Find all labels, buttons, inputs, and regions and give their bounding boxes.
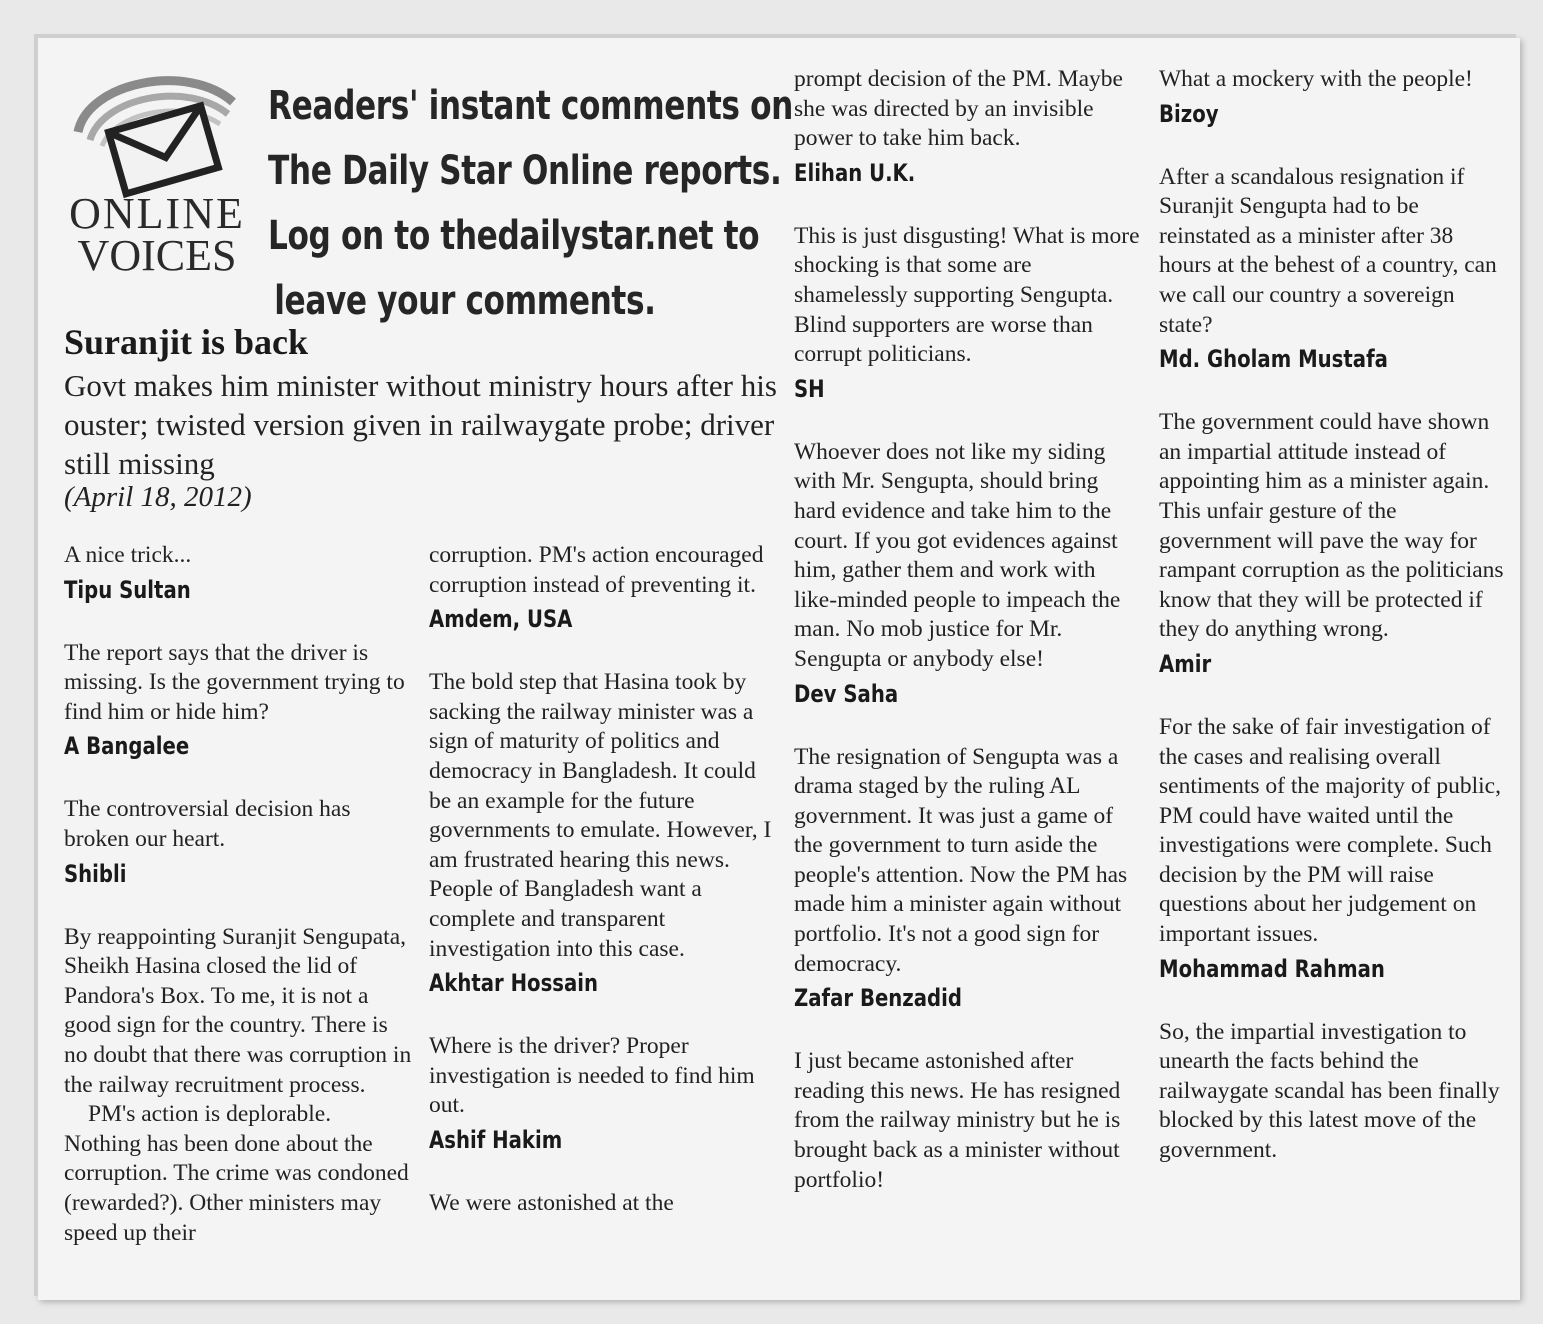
comment-author: Ashif Hakim	[429, 1125, 563, 1154]
comment-text: Whoever does not like my siding with Mr. Sengupta, should bring hard evidence and take him to the court. If you got evidences against him, gather them and work with like-minded people to impeach the man. No mob justice for Mr. Sengupta or anybody else!	[794, 438, 1121, 672]
article-date: (April 18, 2012)	[64, 481, 252, 513]
logo-text-voices: VOICES	[77, 231, 237, 280]
online-voices-header	[62, 62, 793, 342]
comment-text: So, the impartial investigation to unearth the facts behind the railwaygate scandal has been finally blocked by this latest move of the government.	[1159, 1018, 1500, 1164]
comment-author: Bizoy	[1159, 99, 1219, 128]
comment-author: Akhtar Hossain	[429, 969, 599, 998]
comment-text: For the sake of fair investigation of the cases and realising overall sentiments of the majority of public, PM could have waited until the investigations were complete. Such decision by the PM will raise questions about her judgement on important issues.	[1159, 713, 1501, 948]
promo-line: The Daily Star Online reports.	[268, 148, 782, 194]
promo-text	[268, 74, 793, 334]
comment-author: Mohammad Rahman	[1159, 954, 1385, 983]
promo-line: leave your comments.	[274, 278, 656, 324]
comment-text: The controversial decision has broken our heart.	[64, 796, 351, 852]
comment-author: Amir	[1159, 649, 1212, 678]
comment-text: The government could have shown an impartial attitude instead of appointing him as a minister again. This unfair gesture of the government will pave the way for rampant corruption as the politicians know that they will be protected if they do anything wrong.	[1159, 409, 1504, 643]
comment-column-2	[429, 541, 779, 1219]
logo-text-online: ONLINE	[69, 189, 245, 238]
comment-author: Shibli	[64, 859, 127, 888]
comment-author: Zafar Benzadid	[794, 984, 962, 1013]
newspaper-clipping	[38, 38, 1520, 1300]
comment-author: A Bangalee	[64, 732, 190, 761]
comment-text: prompt decision of the PM. Maybe she was directed by an invisible power to take him back.	[794, 66, 1123, 152]
article-subtitle: Govt makes him minister without ministry hours after his ouster; twisted version given in railwaygate probe; driver still missing	[64, 368, 777, 481]
comment-text: By reappointing Suranjit Sengupata, Sheikh Hasina closed the lid of Pandora's Box. To me, it is not a good sign for the country. There is no doubt that there was corruption in the railway recruitment process.	[64, 923, 412, 1098]
article-title: Suranjit is back	[64, 322, 309, 362]
comment-text: PM's action is deplorable. Nothing has been done about the corruption. The crime was condoned (rewarded?). Other ministers may speed up their	[64, 1101, 409, 1246]
promo-line: Log on to thedailystar.net to	[268, 213, 760, 259]
comment-author: SH	[794, 374, 825, 403]
comment-author: Elihan U.K.	[794, 158, 916, 187]
comment-text: We were astonished at the	[429, 1189, 674, 1216]
comment-author: Amdem, USA	[429, 605, 573, 634]
comment-author: Tipu Sultan	[64, 575, 191, 604]
comment-text: Where is the driver? Proper investigation is needed to find him out.	[429, 1033, 755, 1119]
comment-text: A nice trick...	[64, 542, 192, 568]
comment-text: The report says that the driver is missing. Is the government trying to find him or hide him?	[64, 639, 405, 725]
promo-line: Readers' instant comments on	[268, 83, 793, 129]
comment-column-1	[64, 541, 414, 1248]
comment-text: The bold step that Hasina took by sacking the railway minister was a sign of maturity of politics and democracy in Bangladesh. It could be an example for the future governments to emulate. However, I am frustrated hearing this news. People of Bangladesh want a complete and transparent investigation into this case.	[429, 669, 772, 962]
comment-author: Dev Saha	[794, 679, 899, 708]
comment-column-3	[794, 65, 1144, 1195]
comment-text: After a scandalous resignation if Suranjit Sengupta had to be reinstated as a minister after 38 hours at the behest of a country, can we call our country a sovereign state?	[1159, 163, 1497, 338]
comment-text: I just became astonished after reading this news. He has resigned from the railway ministry but he is brought back as a minister without portfolio!	[794, 1048, 1121, 1193]
comment-text: This is just disgusting! What is more shocking is that some are shamelessly supporting Sengupta. Blind supporters are worse than corrupt politicians.	[794, 222, 1140, 368]
comment-text: corruption. PM's action encouraged corruption instead of preventing it.	[429, 542, 764, 598]
comment-text: The resignation of Sengupta was a drama staged by the ruling AL government. It was just a game of the government to turn aside the people's attention. Now the PM has made him a minister again without portfolio. It's not a good sign for democracy.	[794, 743, 1128, 977]
comment-text: What a mockery with the people!	[1159, 66, 1473, 92]
comment-author: Md. Gholam Mustafa	[1159, 345, 1388, 374]
online-voices-logo	[62, 62, 245, 282]
comment-column-4	[1159, 65, 1509, 1166]
envelope-icon	[68, 62, 238, 202]
